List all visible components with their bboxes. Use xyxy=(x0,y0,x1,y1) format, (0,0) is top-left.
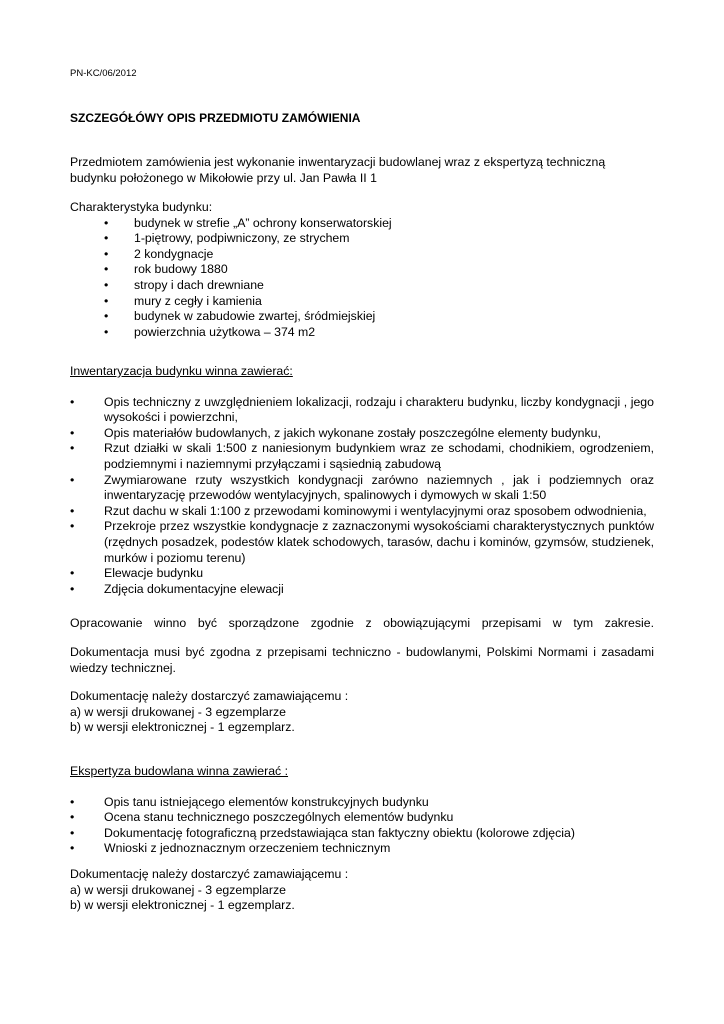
bullet-icon: • xyxy=(70,794,75,809)
list-item: • Dokumentację fotograficzną przedstawiająca stan faktyczny obiektu (kolorowe zdjęcia) xyxy=(70,825,575,840)
list-item: • Wnioski z jednoznacznym orzeczeniem technicznym xyxy=(70,841,391,856)
list-item: • Elewacje budynku xyxy=(70,566,204,581)
regulations-text: Opracowanie winno być sporządzone zgodnie z obowiązującymi przepisami w tym zakresie. xyxy=(70,616,654,630)
list-item: • Ocena stanu technicznego poszczególnych elementów budynku xyxy=(70,810,454,825)
inventory-section xyxy=(70,364,654,597)
intro-paragraph xyxy=(70,155,654,186)
bullet-icon: • xyxy=(104,293,109,308)
expertise-section xyxy=(70,764,654,857)
bullet-icon: • xyxy=(104,309,109,324)
inventory-heading: Inwentaryzacja budynku winna zawierać: xyxy=(70,364,293,378)
list-item: • budynek w strefie „A” ochrony konserwatorskiej xyxy=(104,215,392,230)
list-item: • Rzut dachu w skali 1:100 z przewodami kominowymi i wentylacyjnymi oraz sposobem odwodnienia, xyxy=(70,503,647,518)
list-item: • Opis techniczny z uwzględnieniem lokalizacji, rodzaju i charakteru budynku, liczby kondygnacji , jego wysokości i powierzchni, xyxy=(70,394,654,425)
delivery-intro: Dokumentację należy dostarczyć zamawiającemu : xyxy=(70,867,349,881)
list-item: • Rzut działki w skali 1:500 z naniesionym budynkiem wraz ze schodami, chodnikiem, ogrodzeniem, podziemnymi i naziemnymi przyłączami i sąsiednią zabudową xyxy=(70,441,654,471)
delivery-section-1 xyxy=(70,689,654,736)
bullet-icon: • xyxy=(70,566,75,581)
delivery-line-b: b) w wersji elektronicznej - 1 egzemplarz. xyxy=(70,720,295,735)
bullet-icon: • xyxy=(104,246,109,261)
list-item: • Zwymiarowane rzuty wszystkich kondygnacji zarówno naziemnych , jak i podziemnych oraz inwentaryzację przewodów wentylacyjnych, spalinowych i dymowych w skali 1:50 xyxy=(70,472,654,503)
delivery-line-b: b) w wersji elektronicznej - 1 egzemplarz. xyxy=(70,898,295,913)
list-item: • budynek w zabudowie zwartej, śródmiejskiej xyxy=(104,309,376,324)
bullet-icon: • xyxy=(70,394,75,409)
list-item: • Opis tanu istniejącego elementów konstrukcyjnych budynku xyxy=(70,794,429,809)
delivery-section-2 xyxy=(70,867,654,914)
intro-text: Przedmiotem zamówienia jest wykonanie inwentaryzacji budowlanej wraz z ekspertyzą techniczną budynku położonego w Mikołowie przy ul. Jan Pawła II 1 xyxy=(70,155,606,185)
list-item: • Przekroje przez wszystkie kondygnacje z zaznaczonymi wysokościami charakterystycznych punktów (rzędnych posadzek, podestów klatek schodowych, tarasów, dachu i kominów, gzymsów, studzienek, murków i poziomu terenu) xyxy=(70,519,654,565)
characteristics-section xyxy=(70,200,654,340)
expertise-list xyxy=(70,795,654,857)
paragraph-regulations xyxy=(70,616,654,632)
bullet-icon: • xyxy=(104,215,109,230)
list-item: • powierzchnia użytkowa – 374 m2 xyxy=(104,324,316,339)
bullet-icon: • xyxy=(104,262,109,277)
delivery-intro: Dokumentację należy dostarczyć zamawiającemu : xyxy=(70,689,349,703)
expertise-heading: Ekspertyza budowlana winna zawierać : xyxy=(70,764,289,778)
bullet-icon: • xyxy=(70,581,75,596)
list-item: • 1-piętrowy, podpiwniczony, ze strychem xyxy=(104,231,350,246)
reference-number: PN-KC/06/2012 xyxy=(70,68,137,79)
characteristics-heading: Charakterystyka budynku: xyxy=(70,200,213,214)
bullet-icon: • xyxy=(104,231,109,246)
list-item: • stropy i dach drewniane xyxy=(104,277,264,292)
bullet-icon: • xyxy=(70,810,75,825)
bullet-icon: • xyxy=(70,841,75,856)
list-item: • Zdjęcia dokumentacyjne elewacji xyxy=(70,581,284,596)
inventory-list xyxy=(70,395,654,598)
bullet-icon: • xyxy=(70,503,75,518)
bullet-icon: • xyxy=(70,425,75,440)
bullet-icon: • xyxy=(70,519,75,534)
delivery-line-a: a) w wersji drukowanej - 3 egzemplarze xyxy=(70,704,286,719)
characteristics-list xyxy=(70,216,654,341)
bullet-icon: • xyxy=(70,472,75,487)
standards-text: Dokumentacja musi być zgodna z przepisami techniczno - budowlanymi, Polskimi Normami i zasadami wiedzy technicznej. xyxy=(70,645,654,675)
bullet-icon: • xyxy=(104,324,109,339)
list-item: • mury z cegły i kamienia xyxy=(104,293,262,308)
bullet-icon: • xyxy=(104,277,109,292)
list-item: • rok budowy 1880 xyxy=(104,262,228,277)
paragraph-standards xyxy=(70,645,654,676)
delivery-line-a: a) w wersji drukowanej - 3 egzemplarze xyxy=(70,882,286,897)
bullet-icon: • xyxy=(70,441,75,456)
page-title: SZCZEGÓŁÓWY OPIS PRZEDMIOTU ZAMÓWIENIA xyxy=(70,111,361,125)
bullet-icon: • xyxy=(70,825,75,840)
list-item: • 2 kondygnacje xyxy=(104,246,214,261)
list-item: • Opis materiałów budowlanych, z jakich wykonane zostały poszczególne elementy budynku, xyxy=(70,425,601,440)
